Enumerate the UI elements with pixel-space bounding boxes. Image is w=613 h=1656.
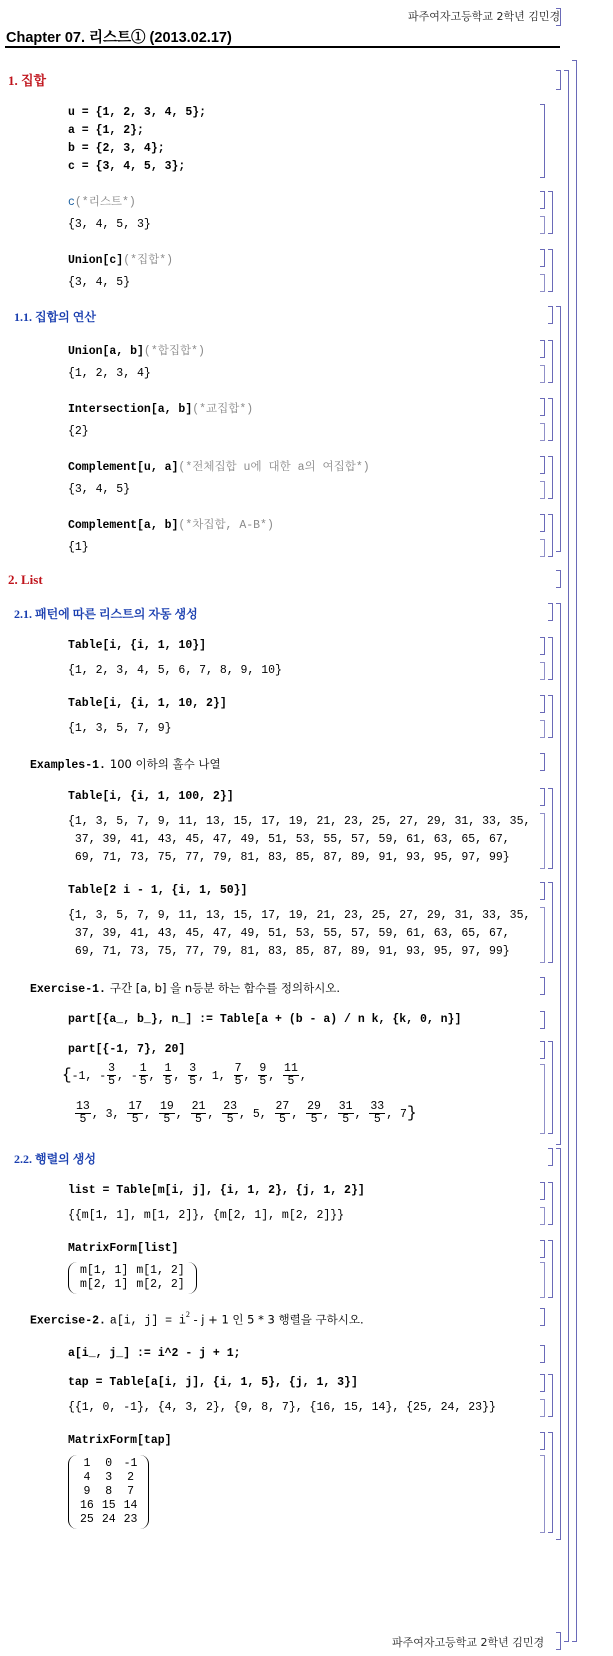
cell-bracket[interactable] <box>556 8 561 26</box>
cell-bracket[interactable] <box>540 720 545 738</box>
cell-bracket[interactable] <box>556 70 561 90</box>
input-cell[interactable]: part[{-1, 7}, 20] <box>68 1043 186 1056</box>
output-cell: {1} <box>68 541 89 554</box>
cell-bracket[interactable] <box>540 1455 545 1533</box>
output-cell: {3, 4, 5, 3} <box>68 218 151 231</box>
cell-bracket[interactable] <box>540 1182 545 1200</box>
cell-bracket[interactable] <box>540 340 545 358</box>
cell-bracket[interactable] <box>540 514 545 532</box>
cell-bracket[interactable] <box>548 637 553 680</box>
cell-bracket[interactable] <box>540 907 545 963</box>
cell-bracket[interactable] <box>548 514 553 557</box>
cell-bracket[interactable] <box>540 813 545 869</box>
group-bracket[interactable] <box>556 603 561 1145</box>
cell-bracket[interactable] <box>540 1308 545 1326</box>
cell-bracket[interactable] <box>540 1240 545 1258</box>
cell-bracket[interactable] <box>548 1041 553 1134</box>
cell-bracket[interactable] <box>548 1374 553 1417</box>
input-cell[interactable]: Complement[a, b](*차집합, A-B*) <box>68 519 274 532</box>
output-cell: {3, 4, 5} <box>68 483 131 496</box>
output-cell: {1, 3, 5, 7, 9} <box>68 722 172 735</box>
cell-bracket[interactable] <box>540 423 545 441</box>
exercise-heading: Exercise-1. 구간 [a, b] 을 n등분 하는 함수를 정의하시오. <box>30 981 341 996</box>
input-cell[interactable]: list = Table[m[i, j], {i, 1, 2}, {j, 1, 2}] <box>68 1184 365 1197</box>
cell-bracket[interactable] <box>556 570 561 588</box>
cell-bracket[interactable] <box>540 456 545 474</box>
input-cell[interactable]: Union[a, b](*합집합*) <box>68 345 205 358</box>
cell-bracket[interactable] <box>540 695 545 713</box>
cell-bracket[interactable] <box>548 340 553 383</box>
cell-bracket[interactable] <box>540 1064 545 1134</box>
group-bracket[interactable] <box>564 70 569 1642</box>
cell-bracket[interactable] <box>540 637 545 655</box>
chapter-title: Chapter 07. 리스트① (2013.02.17) <box>6 30 232 46</box>
cell-bracket[interactable] <box>540 1011 545 1029</box>
matrix-output-tap: 1 0 -1 4 3 2 9 8 7 16 15 14 25 24 23 <box>68 1455 149 1529</box>
input-cell[interactable]: Table[i, {i, 1, 10, 2}] <box>68 697 227 710</box>
group-bracket[interactable] <box>572 60 577 1642</box>
cell-bracket[interactable] <box>540 1345 545 1363</box>
def-line[interactable]: u = {1, 2, 3, 4, 5}; <box>68 106 207 119</box>
fraction-output-line-1: {-1, - $\frac{3}{5}$ , - $\frac{1}{5}$ , $\frac{1}{5}$ , $\frac{3}{5}$ , 1, $\frac{7}{5}$ , $\frac{9}{5}$ , $\frac{11}{5}$ , <box>62 1062 307 1089</box>
cell-bracket[interactable] <box>540 191 545 209</box>
fraction-output-line-2: $\frac{13}{5}$ , 3, $\frac{17}{5}$ , $\frac{19}{5}$ , $\frac{21}{5}$ , $\frac{23}{5}$ , 5, $\frac{27}{5}$ , $\frac{29}{5}$ , $\frac{31}{5}$ , $\frac{33}{5}$ , 7} <box>76 1100 417 1127</box>
cell-bracket[interactable] <box>540 104 545 178</box>
def-line[interactable]: b = {2, 3, 4}; <box>68 142 165 155</box>
cell-bracket[interactable] <box>540 788 545 806</box>
section-title-2-2: 2.2. 행렬의 생성 <box>14 1152 96 1166</box>
output-line: 37, 39, 41, 43, 45, 47, 49, 51, 53, 55, 57, 59, 61, 63, 65, 67, <box>68 833 510 846</box>
cell-bracket[interactable] <box>540 1041 545 1059</box>
cell-bracket[interactable] <box>540 1432 545 1450</box>
output-line: {1, 3, 5, 7, 9, 11, 13, 15, 17, 19, 21, 23, 25, 27, 29, 31, 33, 35, <box>68 815 531 828</box>
cell-bracket[interactable] <box>540 1262 545 1298</box>
cell-bracket[interactable] <box>540 398 545 416</box>
section-title-2-1: 2.1. 패턴에 따른 리스트의 자동 생성 <box>14 607 198 621</box>
output-line: 69, 71, 73, 75, 77, 79, 81, 83, 85, 87, 89, 91, 93, 95, 97, 99} <box>68 851 510 864</box>
input-cell[interactable]: c(*리스트*) <box>68 196 136 209</box>
cell-bracket[interactable] <box>540 249 545 267</box>
cell-bracket[interactable] <box>548 695 553 738</box>
input-cell[interactable]: Union[c](*집합*) <box>68 254 174 267</box>
cell-bracket[interactable] <box>548 1432 553 1533</box>
def-line[interactable]: a = {1, 2}; <box>68 124 144 137</box>
cell-bracket[interactable] <box>548 191 553 234</box>
school-label-top: 파주여자고등학교 2학년 김민경 <box>408 10 561 23</box>
cell-bracket[interactable] <box>540 539 545 557</box>
output-line: 69, 71, 73, 75, 77, 79, 81, 83, 85, 87, 89, 91, 93, 95, 97, 99} <box>68 945 510 958</box>
cell-bracket[interactable] <box>540 1374 545 1392</box>
cell-bracket[interactable] <box>548 398 553 441</box>
cell-bracket[interactable] <box>540 1399 545 1417</box>
input-cell[interactable]: Table[2 i - 1, {i, 1, 50}] <box>68 884 248 897</box>
cell-bracket[interactable] <box>540 216 545 234</box>
cell-bracket[interactable] <box>540 882 545 900</box>
group-bracket[interactable] <box>556 306 561 552</box>
output-line: {1, 3, 5, 7, 9, 11, 13, 15, 17, 19, 21, 23, 25, 27, 29, 31, 33, 35, <box>68 909 531 922</box>
output-cell: {{m[1, 1], m[1, 2]}, {m[2, 1], m[2, 2]}} <box>68 1209 345 1222</box>
cell-bracket[interactable] <box>548 1240 553 1298</box>
cell-bracket[interactable] <box>548 1182 553 1225</box>
cell-bracket[interactable] <box>548 882 553 963</box>
input-cell[interactable]: Complement[u, a](*전체집합 u에 대한 a의 여집합*) <box>68 461 370 474</box>
cell-bracket[interactable] <box>548 603 553 621</box>
input-cell[interactable]: Table[i, {i, 1, 100, 2}] <box>68 790 234 803</box>
cell-bracket[interactable] <box>556 1632 561 1650</box>
cell-bracket[interactable] <box>548 456 553 499</box>
matrix-output-list: m[1, 1] m[1, 2] m[2, 1] m[2, 2] <box>68 1262 197 1294</box>
cell-bracket[interactable] <box>540 481 545 499</box>
input-cell[interactable]: tap = Table[a[i, j], {i, 1, 5}, {j, 1, 3}] <box>68 1376 358 1389</box>
output-cell: {3, 4, 5} <box>68 276 131 289</box>
output-line: 37, 39, 41, 43, 45, 47, 49, 51, 53, 55, 57, 59, 61, 63, 65, 67, <box>68 927 510 940</box>
output-cell: {2} <box>68 425 89 438</box>
input-cell[interactable]: MatrixForm[tap] <box>68 1434 172 1447</box>
cell-bracket[interactable] <box>540 365 545 383</box>
cell-bracket[interactable] <box>540 1207 545 1225</box>
input-cell[interactable]: a[i_, j_] := i^2 - j + 1; <box>68 1347 241 1360</box>
section-title-1: 1. 집합 <box>8 73 47 88</box>
group-bracket[interactable] <box>556 1148 561 1540</box>
cell-bracket[interactable] <box>548 249 553 292</box>
cell-bracket[interactable] <box>540 753 545 771</box>
input-cell[interactable]: MatrixForm[list] <box>68 1242 179 1255</box>
school-label-bottom: 파주여자고등학교 2학년 김민경 <box>392 1636 545 1649</box>
cell-bracket[interactable] <box>540 977 545 995</box>
input-cell[interactable]: Intersection[a, b](*교집합*) <box>68 403 254 416</box>
exercise-heading: Exercise-2. a[i, $j] = i^2 - j + 1$ 인 5 * 3 행렬을 구하시오. <box>30 1310 364 1328</box>
cell-bracket[interactable] <box>548 788 553 869</box>
section-title-1-1: 1.1. 집합의 연산 <box>14 310 96 324</box>
cell-bracket[interactable] <box>548 306 553 324</box>
cell-bracket[interactable] <box>548 1148 553 1166</box>
def-line[interactable]: c = {3, 4, 5, 3}; <box>68 160 186 173</box>
example-heading: Examples-1. 100 이하의 홀수 나열 <box>30 757 221 772</box>
input-cell[interactable]: part[{a_, b_}, n_] := Table[a + (b - a) / n k, {k, 0, n}] <box>68 1013 462 1026</box>
input-cell[interactable]: Table[i, {i, 1, 10}] <box>68 639 207 652</box>
output-cell: {1, 2, 3, 4, 5, 6, 7, 8, 9, 10} <box>68 664 282 677</box>
output-cell: {1, 2, 3, 4} <box>68 367 151 380</box>
cell-bracket[interactable] <box>540 274 545 292</box>
cell-bracket[interactable] <box>540 662 545 680</box>
section-title-2: 2. List <box>8 572 43 587</box>
output-cell: {{1, 0, -1}, {4, 3, 2}, {9, 8, 7}, {16, 15, 14}, {25, 24, 23}} <box>68 1401 496 1414</box>
header-rule <box>5 46 560 48</box>
